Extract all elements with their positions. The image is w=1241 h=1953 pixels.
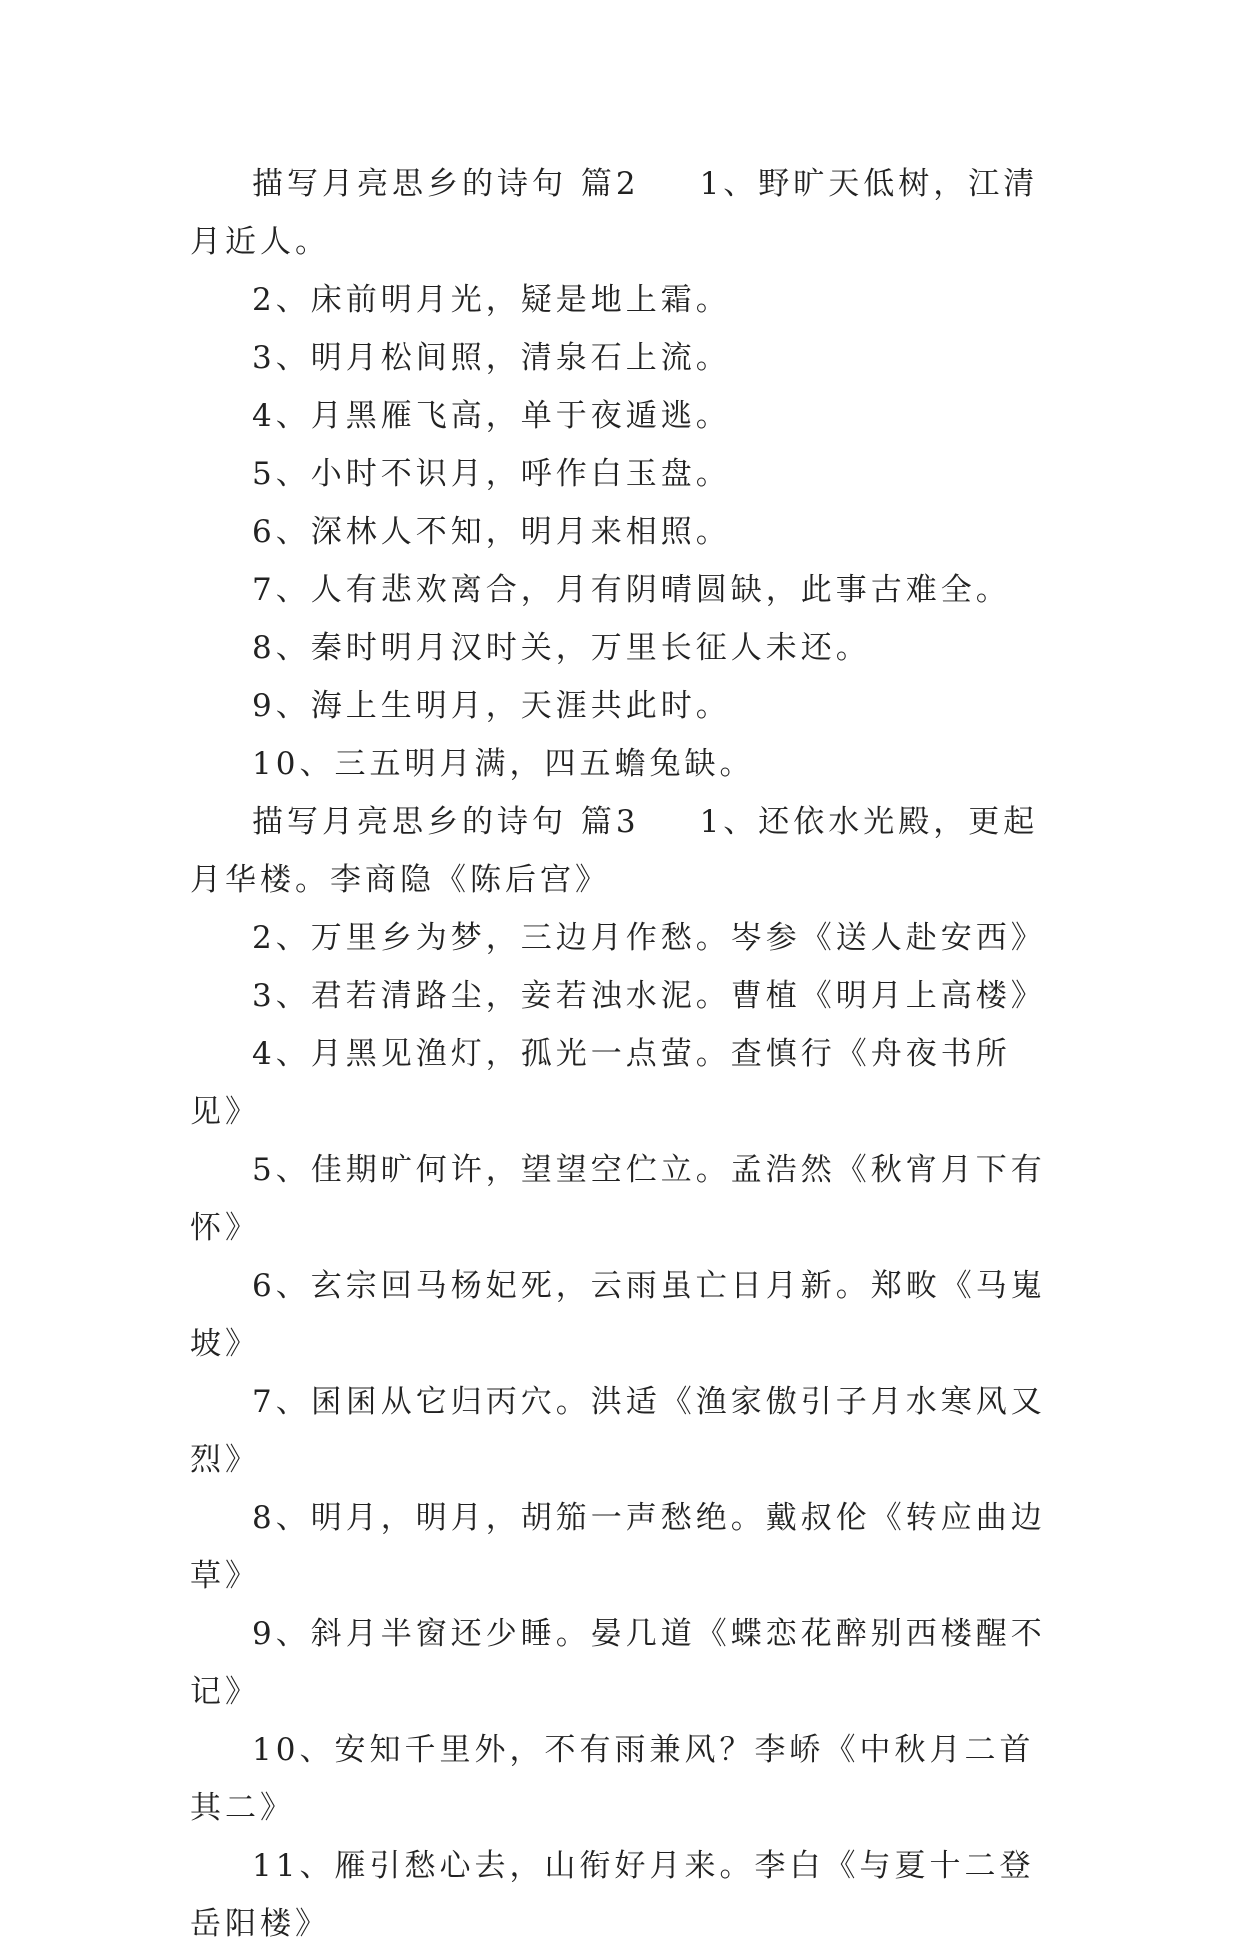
poem-line: 10、安知千里外，不有雨兼风？李峤《中秋月二首其二》 xyxy=(190,1732,1035,1826)
poem-line: 3、君若清路尘，妾若浊水泥。曹植《明月上高楼》 xyxy=(252,978,1046,1014)
section-heading-paragraph xyxy=(190,155,1065,271)
poem-line: 1、野旷天低树，江清月近人。 xyxy=(190,166,1039,260)
poem-line: 7、人有悲欢离合，月有阴晴圆缺，此事古难全。 xyxy=(252,572,1011,608)
poem-line: 5、小时不识月，呼作白玉盘。 xyxy=(252,456,731,492)
section-heading-paragraph xyxy=(190,793,1065,909)
poem-line: 8、秦时明月汉时关，万里长征人未还。 xyxy=(252,630,871,666)
section-title: 描写月亮思乡的诗句 篇3 xyxy=(252,804,640,840)
poem-line: 9、斜月半窗还少睡。晏几道《蝶恋花醉别西楼醒不记》 xyxy=(190,1616,1046,1710)
poem-line: 9、海上生明月，天涯共此时。 xyxy=(252,688,731,724)
poem-line: 10、三五明月满，四五蟾兔缺。 xyxy=(252,746,755,782)
poem-line: 2、床前明月光，疑是地上霜。 xyxy=(252,282,731,318)
poem-line: 2、万里乡为梦，三边月作愁。岑参《送人赴安西》 xyxy=(252,920,1046,956)
poem-line: 11、雁引愁心去，山衔好月来。李白《与夏十二登岳阳楼》 xyxy=(190,1848,1035,1942)
poem-line: 5、佳期旷何许，望望空伫立。孟浩然《秋宵月下有怀》 xyxy=(190,1152,1046,1246)
section-title: 描写月亮思乡的诗句 篇2 xyxy=(252,166,640,202)
poem-line: 1、还依水光殿，更起月华楼。李商隐《陈后宫》 xyxy=(190,804,1039,898)
poem-line: 6、玄宗回马杨妃死，云雨虽亡日月新。郑畋《马嵬坡》 xyxy=(190,1268,1046,1362)
poem-line: 6、深林人不知，明月来相照。 xyxy=(252,514,731,550)
poem-line: 8、明月，明月，胡笳一声愁绝。戴叔伦《转应曲边草》 xyxy=(190,1500,1046,1594)
poem-line: 4、月黑见渔灯，孤光一点萤。查慎行《舟夜书所见》 xyxy=(190,1036,1011,1130)
poem-line: 7、囷囷从它归丙穴。洪适《渔家傲引子月水寒风又烈》 xyxy=(190,1384,1046,1478)
document-body xyxy=(190,155,1065,1953)
poem-line: 3、明月松间照，清泉石上流。 xyxy=(252,340,731,376)
poem-line: 4、月黑雁飞高，单于夜遁逃。 xyxy=(252,398,731,434)
